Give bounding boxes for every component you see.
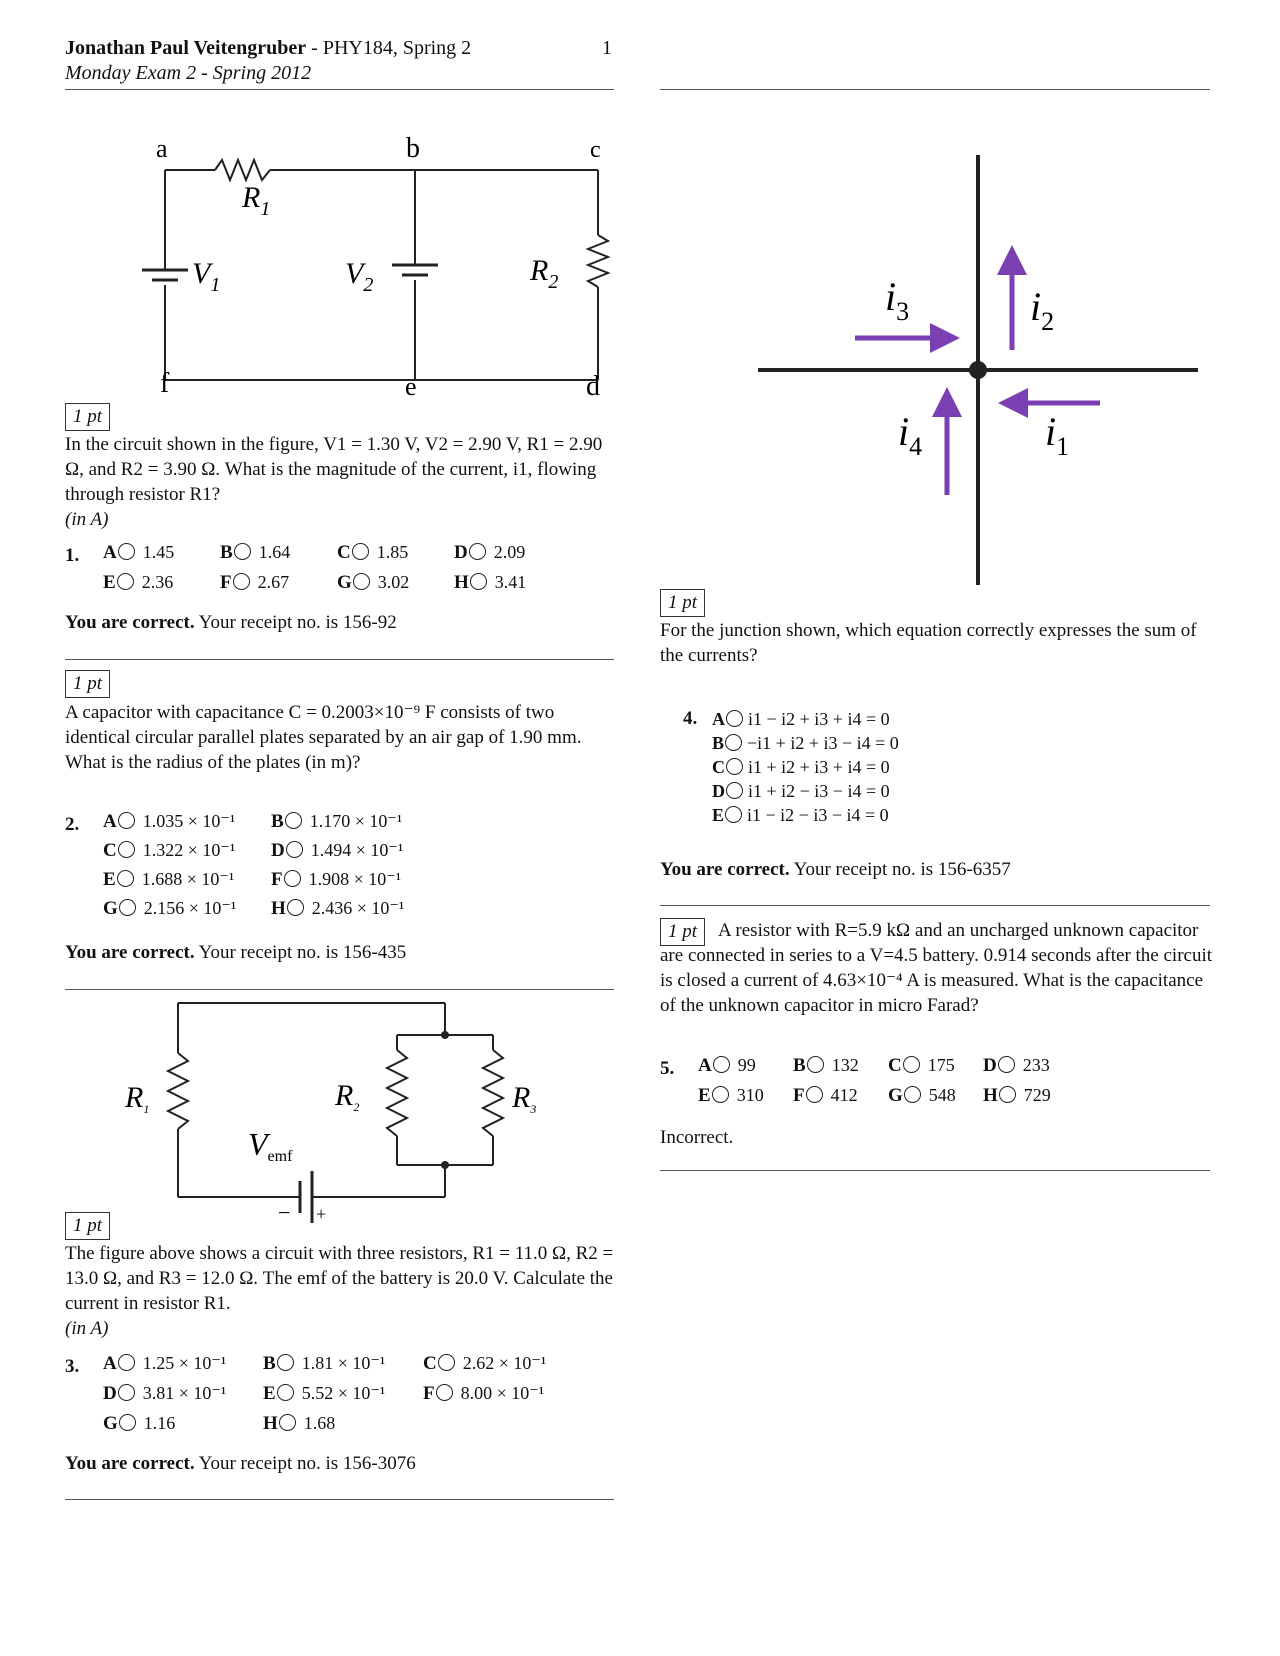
circuit-figure-1 (130, 135, 620, 420)
node-label-f: f (160, 368, 170, 399)
radio-circle-icon[interactable] (904, 1086, 921, 1103)
option-value: 1.81 × 10⁻¹ (301, 1353, 386, 1373)
q3-option-b[interactable] (263, 1353, 385, 1375)
option-value: −i1 + i2 + i3 − i4 = 0 (747, 733, 899, 753)
q2-rule (65, 989, 614, 990)
radio-circle-icon[interactable] (438, 1354, 455, 1371)
q3-option-a[interactable] (103, 1353, 226, 1375)
student-name: Jonathan Paul Veitengruber (65, 37, 307, 59)
q3-status-text: You are correct. (65, 1453, 195, 1474)
node-label-b: b (406, 135, 420, 164)
option-letter: F (271, 869, 283, 890)
q2-option-g[interactable] (103, 898, 236, 920)
q4-option-d[interactable] (712, 779, 899, 803)
option-letter: F (220, 572, 232, 593)
q5-status: Incorrect. (660, 1127, 734, 1148)
radio-circle-icon[interactable] (285, 812, 302, 829)
option-value: 1.688 × 10⁻¹ (141, 869, 235, 889)
q2-option-d[interactable] (271, 840, 403, 862)
option-value: 175 (927, 1055, 955, 1075)
radio-circle-icon[interactable] (712, 1086, 729, 1103)
q1-status-text: You are correct. (65, 612, 195, 633)
option-letter: C (103, 840, 117, 861)
option-value: 1.85 (376, 542, 409, 562)
radio-circle-icon[interactable] (286, 841, 303, 858)
option-letter: D (983, 1055, 997, 1076)
circuit-figure-3 (120, 995, 570, 1235)
option-value: 3.41 (494, 572, 527, 592)
label-i1: $i_1$ (1045, 409, 1070, 461)
option-letter: A (698, 1055, 712, 1076)
radio-circle-icon[interactable] (713, 1056, 730, 1073)
radio-circle-icon[interactable] (998, 1056, 1015, 1073)
option-value: i1 − i2 + i3 + i4 = 0 (748, 709, 890, 729)
q2-option-a[interactable] (103, 811, 235, 833)
q2-question: A capacitor with capacitance C = 0.2003×10⁻⁹ F consists of two identical circular parallel plates separated by an air gap of 1.90 mm. What is the radius of the plates (in m)? (65, 702, 582, 773)
option-letter: B (712, 733, 725, 753)
q5-option-f[interactable] (793, 1085, 858, 1107)
q4-status-text: You are correct. (660, 859, 790, 880)
radio-circle-icon[interactable] (118, 543, 135, 560)
q3-option-f[interactable] (423, 1383, 544, 1405)
option-letter: H (454, 572, 469, 593)
radio-circle-icon[interactable] (469, 543, 486, 560)
label-minus: − (278, 1200, 291, 1225)
label-i3: $i_3$ (885, 274, 910, 326)
option-letter: B (793, 1055, 806, 1076)
q3-receipt: Your receipt no. is 156-3076 (198, 1453, 416, 1474)
radio-circle-icon[interactable] (117, 573, 134, 590)
q5-option-e[interactable] (698, 1085, 764, 1107)
option-value: 1.908 × 10⁻¹ (308, 869, 402, 889)
radio-circle-icon[interactable] (903, 1056, 920, 1073)
label-R2: $R_2$ (530, 254, 559, 293)
q1-option-d[interactable] (454, 542, 525, 564)
radio-circle-icon[interactable] (117, 870, 134, 887)
option-value: 1.64 (258, 542, 291, 562)
option-letter: C (888, 1055, 902, 1076)
label-R3-fig3: $R_3$ (512, 1081, 537, 1116)
q2-receipt: Your receipt no. is 156-435 (198, 942, 407, 963)
radio-circle-icon[interactable] (352, 543, 369, 560)
q1-unit: (in A) (65, 509, 109, 530)
label-R1-fig3: $R_1$ (125, 1081, 150, 1116)
page-number: 1 (602, 37, 612, 59)
label-R1: $R_1$ (242, 181, 271, 220)
q1-option-c[interactable] (337, 542, 408, 564)
option-letter: A (103, 1353, 117, 1374)
option-letter: G (337, 572, 352, 593)
q1-text (65, 432, 615, 532)
q2-option-f[interactable] (271, 869, 401, 891)
option-value: 2.436 × 10⁻¹ (311, 898, 405, 918)
option-value: i1 + i2 − i3 − i4 = 0 (748, 781, 890, 801)
option-letter: E (712, 805, 725, 825)
option-value: 233 (1022, 1055, 1050, 1075)
q1-points-box: 1 pt (65, 403, 110, 431)
option-value: 132 (831, 1055, 859, 1075)
q2-option-c[interactable] (103, 840, 235, 862)
q5-option-d[interactable] (983, 1055, 1050, 1077)
option-letter: H (271, 898, 286, 919)
option-letter: C (337, 542, 351, 563)
q3-number: 3. (65, 1356, 80, 1377)
option-value: 5.52 × 10⁻¹ (301, 1383, 386, 1403)
radio-circle-icon[interactable] (277, 1354, 294, 1371)
q3-status (65, 1453, 416, 1475)
q1-option-f[interactable] (220, 572, 289, 594)
option-letter: A (103, 542, 117, 563)
radio-circle-icon[interactable] (277, 1384, 294, 1401)
option-value: 8.00 × 10⁻¹ (460, 1383, 545, 1403)
junction-figure (740, 145, 1210, 590)
radio-circle-icon[interactable] (470, 573, 487, 590)
radio-circle-icon[interactable] (726, 710, 743, 727)
option-value: 412 (830, 1085, 858, 1105)
option-letter: D (454, 542, 468, 563)
course-label: - PHY184, Spring 2 (306, 37, 472, 59)
q3-text (65, 1241, 617, 1341)
q2-status (65, 942, 406, 964)
option-letter: E (103, 869, 116, 890)
q4-receipt: Your receipt no. is 156-6357 (793, 859, 1011, 880)
node-label-e: e (405, 372, 417, 401)
q3-points-box: 1 pt (65, 1212, 110, 1240)
option-letter: D (712, 781, 725, 801)
option-value: 1.170 × 10⁻¹ (309, 811, 403, 831)
option-value: 310 (736, 1085, 764, 1105)
option-letter: E (103, 572, 116, 593)
option-value: 2.36 (141, 572, 174, 592)
option-value: 3.81 × 10⁻¹ (142, 1383, 227, 1403)
q4-choices (712, 707, 899, 827)
radio-circle-icon[interactable] (353, 573, 370, 590)
radio-circle-icon[interactable] (726, 782, 743, 799)
option-value: 1.035 × 10⁻¹ (142, 811, 236, 831)
q3-option-c[interactable] (423, 1353, 546, 1375)
q4-status (660, 859, 1011, 881)
radio-circle-icon[interactable] (119, 1414, 136, 1431)
radio-circle-icon[interactable] (284, 870, 301, 887)
q5-option-c[interactable] (888, 1055, 955, 1077)
radio-circle-icon[interactable] (726, 758, 743, 775)
q1-status (65, 612, 397, 634)
label-i2: $i_2$ (1030, 284, 1055, 336)
q5-rule (660, 1170, 1210, 1171)
header-rule-right (660, 89, 1210, 90)
q2-option-b[interactable] (271, 811, 402, 833)
radio-circle-icon[interactable] (436, 1384, 453, 1401)
option-letter: F (793, 1085, 805, 1106)
radio-circle-icon[interactable] (118, 812, 135, 829)
option-letter: B (220, 542, 233, 563)
radio-circle-icon[interactable] (279, 1414, 296, 1431)
option-value: 548 (928, 1085, 956, 1105)
label-plus: + (316, 1204, 327, 1224)
option-letter: A (103, 811, 117, 832)
label-R2-fig3: $R_2$ (335, 1079, 360, 1114)
q5-number: 5. (660, 1058, 675, 1079)
option-value: 2.156 × 10⁻¹ (143, 898, 237, 918)
q1-rule (65, 659, 614, 660)
q5-option-g[interactable] (888, 1085, 956, 1107)
q1-option-h[interactable] (454, 572, 526, 594)
node-label-d: d (586, 371, 600, 402)
q3-option-g[interactable] (103, 1413, 175, 1435)
q1-option-e[interactable] (103, 572, 173, 594)
option-value: i1 − i2 − i3 − i4 = 0 (747, 805, 889, 825)
option-letter: F (423, 1383, 435, 1404)
q2-option-h[interactable] (271, 898, 404, 920)
q5-option-a[interactable] (698, 1055, 756, 1077)
radio-circle-icon[interactable] (999, 1086, 1016, 1103)
option-value: 1.322 × 10⁻¹ (142, 840, 236, 860)
option-letter: G (103, 1413, 118, 1434)
q3-question: The figure above shows a circuit with three resistors, R1 = 11.0 Ω, R2 = 13.0 Ω, and R3 = 12.0 Ω. The emf of the battery is 20.0 V. Calculate the current in resistor R1. (65, 1243, 614, 1314)
option-value: 1.45 (142, 542, 175, 562)
q5-points-box: 1 pt (660, 918, 705, 946)
q4-points-box: 1 pt (660, 589, 705, 617)
q4-option-e[interactable] (712, 803, 899, 827)
header-rule-left (65, 89, 614, 90)
option-value: 3.02 (377, 572, 410, 592)
q1-receipt: Your receipt no. is 156-92 (198, 612, 397, 633)
q5-question: A resistor with R=5.9 kΩ and an uncharged unknown capacitor are connected in series to a V=4.5 battery. 0.914 seconds after the circuit is closed a current of 4.63×10⁻⁴ A is measured. What is the capacitance of the unknown capacitor in micro Farad? (660, 920, 1213, 1016)
option-value: 1.25 × 10⁻¹ (142, 1353, 227, 1373)
option-value: 2.09 (493, 542, 526, 562)
radio-circle-icon[interactable] (807, 1056, 824, 1073)
q1-option-g[interactable] (337, 572, 409, 594)
radio-circle-icon[interactable] (234, 543, 251, 560)
option-value: i1 + i2 + i3 + i4 = 0 (748, 757, 890, 777)
radio-circle-icon[interactable] (119, 899, 136, 916)
q2-option-e[interactable] (103, 869, 234, 891)
q4-option-c[interactable] (712, 755, 899, 779)
option-letter: E (698, 1085, 711, 1106)
junction-dot-top (441, 1031, 449, 1039)
option-letter: H (983, 1085, 998, 1106)
radio-circle-icon[interactable] (287, 899, 304, 916)
option-value: 99 (737, 1055, 756, 1075)
q4-option-a[interactable] (712, 707, 899, 731)
q5-option-b[interactable] (793, 1055, 859, 1077)
option-letter: B (263, 1353, 276, 1374)
label-V2: $V_2$ (345, 257, 374, 296)
label-V1: $V_1$ (192, 257, 221, 296)
option-letter: H (263, 1413, 278, 1434)
q2-points-box: 1 pt (65, 670, 110, 698)
radio-circle-icon[interactable] (233, 573, 250, 590)
option-value: 1.16 (143, 1413, 176, 1433)
label-i4: $i_4$ (898, 409, 923, 461)
radio-circle-icon[interactable] (118, 1354, 135, 1371)
q5-option-h[interactable] (983, 1085, 1051, 1107)
q3-rule (65, 1499, 614, 1500)
node-label-c: c (590, 137, 601, 163)
q4-question: For the junction shown, which equation correctly expresses the sum of the currents? (660, 620, 1197, 666)
option-letter: G (103, 898, 118, 919)
q4-number: 4. (683, 708, 698, 729)
option-letter: B (271, 811, 284, 832)
radio-circle-icon[interactable] (725, 734, 742, 751)
option-letter: C (423, 1353, 437, 1374)
q3-unit: (in A) (65, 1318, 109, 1339)
q3-option-d[interactable] (103, 1383, 226, 1405)
exam-title: Monday Exam 2 - Spring 2012 (65, 62, 312, 84)
radio-circle-icon[interactable] (806, 1086, 823, 1103)
q1-question: In the circuit shown in the figure, V1 = 1.30 V, V2 = 2.90 V, R1 = 2.90 Ω, and R2 = 3.90 Ω. What is the magnitude of the current, i1, flowing through resistor R1? (65, 434, 603, 505)
option-letter: C (712, 757, 725, 777)
q2-status-text: You are correct. (65, 942, 195, 963)
q1-option-a[interactable] (103, 542, 174, 564)
label-Vemf: Vemf (248, 1126, 293, 1165)
node-label-a: a (156, 135, 168, 163)
radio-circle-icon[interactable] (118, 1384, 135, 1401)
junction-node (969, 361, 987, 379)
q1-option-b[interactable] (220, 542, 290, 564)
option-letter: A (712, 709, 725, 729)
option-value: 729 (1023, 1085, 1051, 1105)
page-header (65, 37, 471, 60)
option-letter: D (271, 840, 285, 861)
radio-circle-icon[interactable] (118, 841, 135, 858)
option-letter: E (263, 1383, 276, 1404)
option-value: 1.494 × 10⁻¹ (310, 840, 404, 860)
option-value: 2.67 (257, 572, 290, 592)
q3-option-e[interactable] (263, 1383, 385, 1405)
q4-rule (660, 905, 1210, 906)
junction-dot-bottom (441, 1161, 449, 1169)
q1-number: 1. (65, 545, 80, 566)
q4-option-b[interactable] (712, 731, 899, 755)
option-value: 1.68 (303, 1413, 336, 1433)
option-letter: D (103, 1383, 117, 1404)
q2-number: 2. (65, 814, 80, 835)
option-value: 2.62 × 10⁻¹ (462, 1353, 547, 1373)
radio-circle-icon[interactable] (725, 806, 742, 823)
option-letter: G (888, 1085, 903, 1106)
q3-option-h[interactable] (263, 1413, 335, 1435)
